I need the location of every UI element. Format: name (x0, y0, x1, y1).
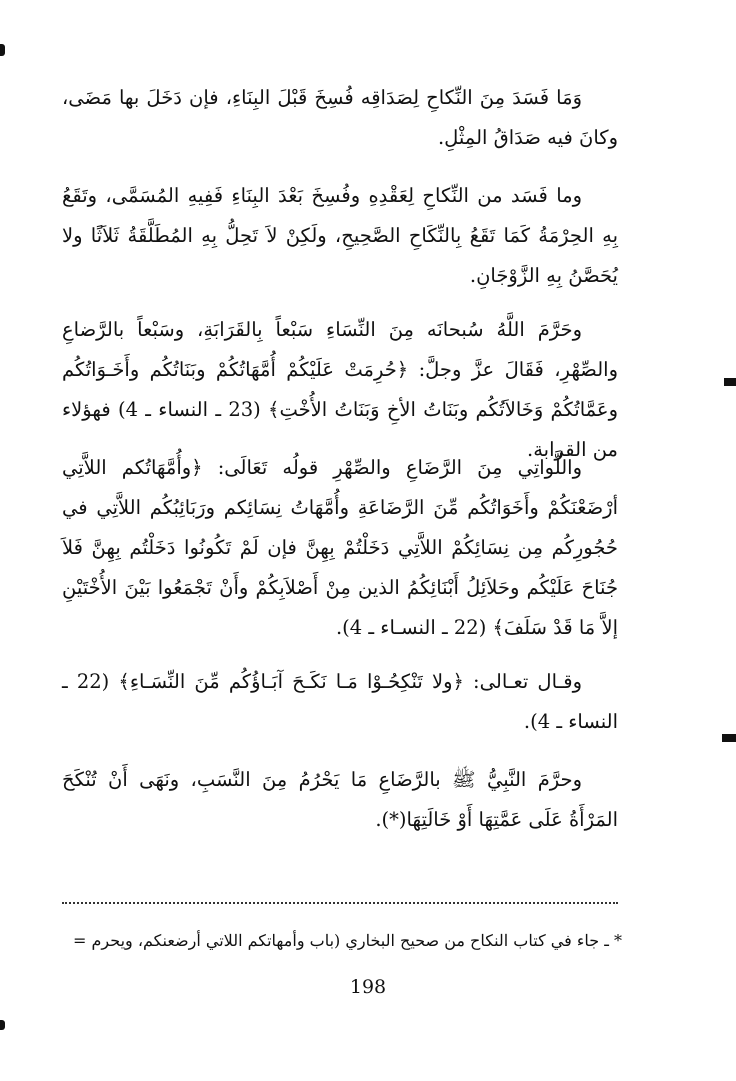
scan-edge-mark (0, 1020, 5, 1030)
paragraph-contract-invalid-marriage: وما فَسَد من النِّكاحِ لِعَقْدِهِ وفُسِخَ بَعْدَ البِنَاءِ فَفِيهِ المُسَمَّى، وتَقَعُ بِهِ الحِرْمَةُ كَمَا تَقَعُ بِالنِّكَاحِ الصَّحِيحِ، ولَكِنْ لاَ تَحِلُّ بِهِ المُطَلَّقَةُ ثَلاَثًا ولا يُحَصَّنُ بِهِ الزَّوْجَانِ. (62, 184, 618, 287)
paragraph-dowry-invalid-marriage: وَمَا فَسَدَ مِنَ النِّكاحِ لِصَدَاقِه فُسِخَ قَبْلَ البِنَاءِ، فإن دَخَلَ بها مَضَى، وكانَ فيه صَدَاقُ المِثْلِ. (62, 86, 618, 149)
page-number: 198 (349, 976, 387, 998)
paragraph-prophet-prohibition: وحرَّمَ النَّبِيُّ ﷺ بالرَّضَاعِ مَا يَحْرُمُ مِنَ النَّسَبِ، ونَهَى أَنْ تُنْكَحَ المَرْأَةُ عَلَى عَمَّتِهَا أَوْ خَالَتِهَا(*). (62, 768, 618, 831)
footnote-separator (62, 902, 618, 904)
paragraph-fathers-wives: وقـال تعـالى: ﴿ولا تَنْكِحُـوْا مَـا نَكَـحَ آبَـاؤُكُم مِّنَ النِّسَـاءِ﴾ (22 ـ النساء ـ 4). (62, 670, 618, 733)
scan-edge-mark (724, 378, 736, 386)
paragraph-forbidden-by-kinship: وحَرَّمَ اللَّهُ سُبحانَه مِنَ النِّسَاءِ سَبْعاً بِالقَرَابَةِ، وسَبْعاً بالرَّضاعِ والصِّهْرِ، فَقَالَ عزَّ وجلَّ: ﴿حُرِمَتْ عَلَيْكُمْ أُمَّهَاتُكُمْ وبَنَاتُكُم وأَخَـوَاتُكُم وعَمَّاتُكُمْ وَخَالاَتُكُم وبَنَاتُ الأخِ وَبَنَاتُ الأُخْتِ﴾ (23 ـ النساء ـ 4) فهؤلاء من القرابة. (62, 318, 618, 461)
scan-edge-mark (722, 734, 736, 742)
footnote: * ـ جاء في كتاب النكاح من صحيح البخاري (باب وأمهاتكم اللاتي أرضعنكم، ويحرم = (73, 931, 622, 950)
paragraph-forbidden-by-nursing-and-marriage: واللَّواتِي مِنَ الرَّضَاعِ والصِّهْرِ قولُه تَعَالَى: ﴿وأُمَّهَاتُكم اللاَّتِي أرْضَعْنَكُمْ وأَخَوَاتُكُم مِّنَ الرَّضَاعَةِ وأُمَّهَاتُ نِسَائِكم ورَبَائِبُكُم اللاَّتِي في حُجُورِكُم مِن نِسَائِكُمْ اللاَّتِي دَخَلْتُمْ بِهِنَّ فإن لَمْ تَكُونُوا دَخَلْتُم بِهِنَّ فَلاَ جُنَاحَ عَلَيْكُم وحَلاَئِلُ أَبْنَائِكُمُ الذين مِنْ أَصْلاَبِكُمْ وأَنْ تَجْمَعُوا بَيْنَ الأُخْتَيْنِ إلاَّ مَا قَدْ سَلَفَ﴾ (22 ـ النسـاء ـ 4). (62, 456, 618, 639)
scan-edge-mark (0, 44, 5, 56)
